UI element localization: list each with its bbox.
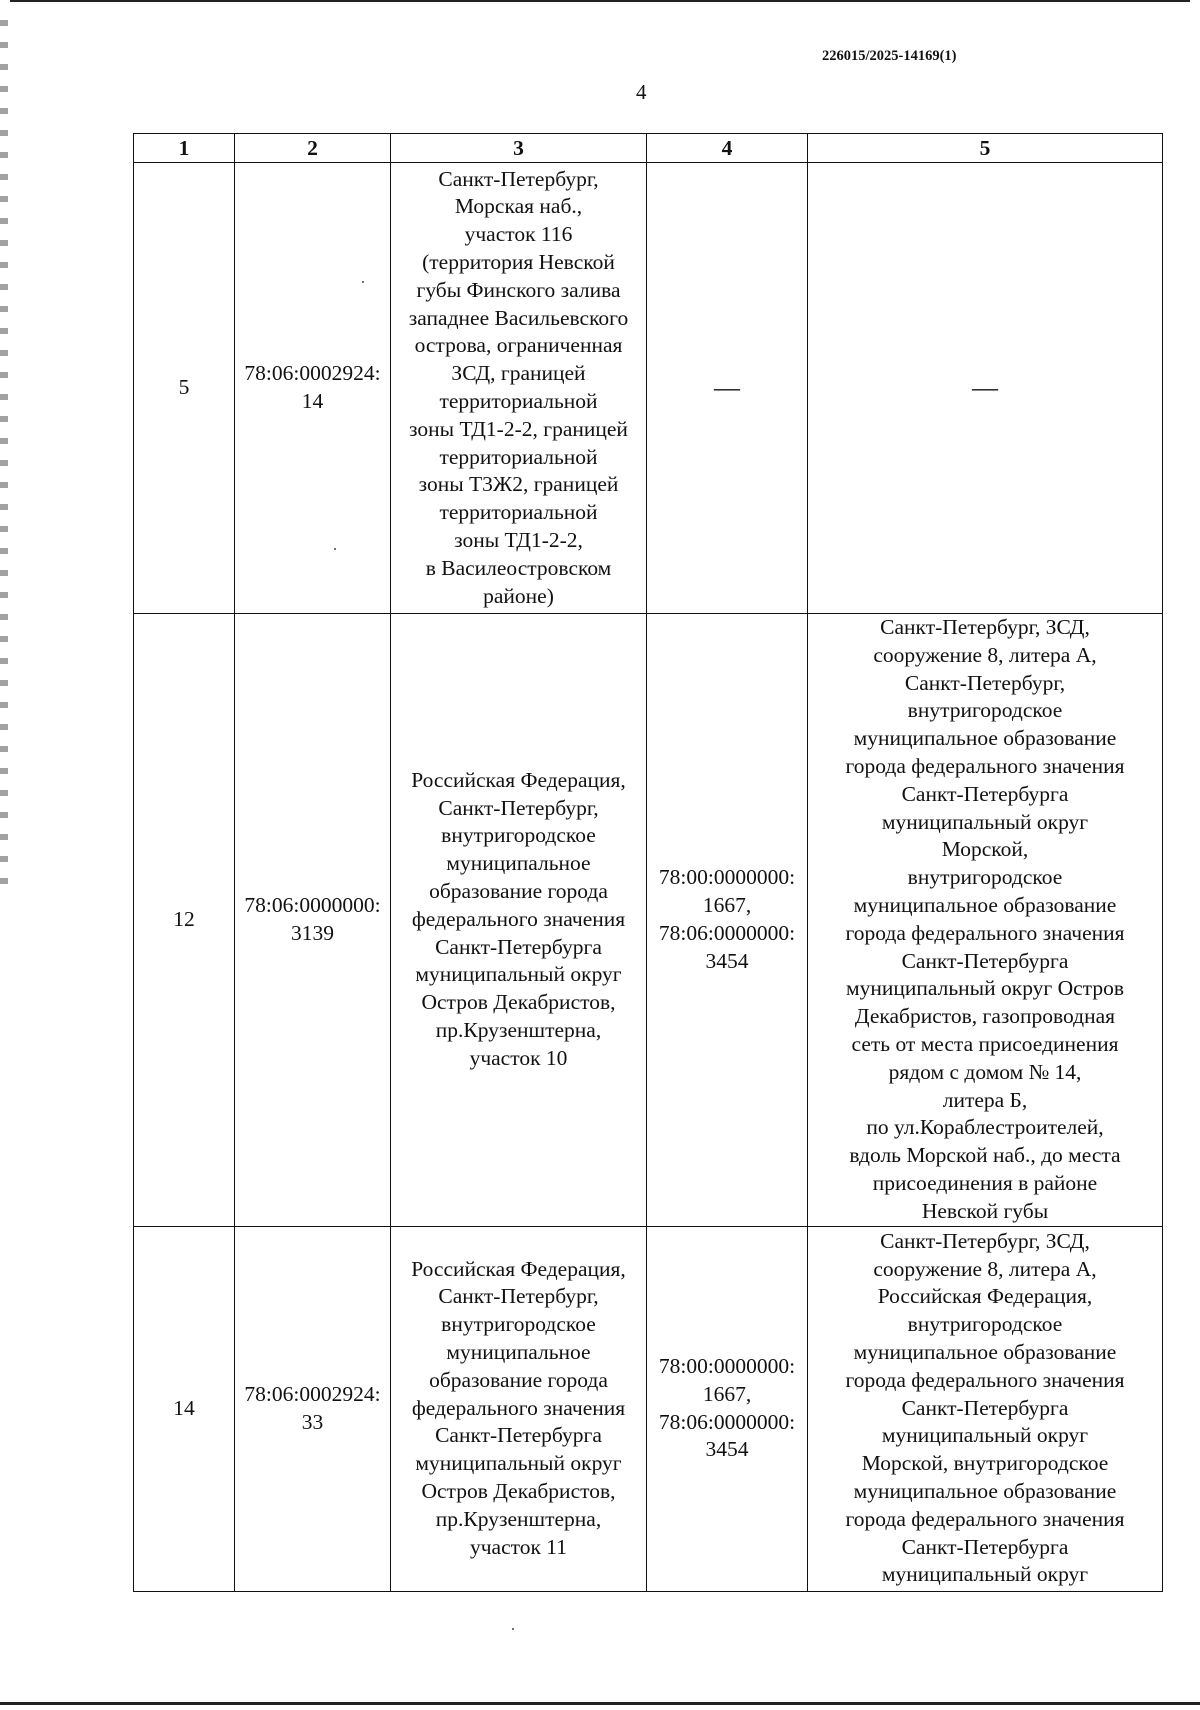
linked-objects-cell: 78:00:0000000: 1667, 78:06:0000000: 3454	[647, 614, 808, 1227]
scan-speck	[362, 281, 364, 283]
description-cell: Санкт-Петербург, ЗСД, сооружение 8, литера А, Российская Федерация, внутригородское муниципальное образование города федерального значения Санкт-Петербурга муниципальный округ Морской, внутригородское муниципальное образование города федерального значения Санкт-Петербурга муниципальный округ	[808, 1226, 1163, 1591]
table-row	[134, 614, 1163, 1227]
column-header: 1	[134, 134, 235, 163]
column-header: 5	[808, 134, 1163, 163]
description-cell: —	[808, 163, 1163, 614]
cadastral-number-cell: 78:06:0002924: 14	[235, 163, 391, 614]
column-header: 3	[391, 134, 647, 163]
address-cell: Санкт-Петербург, Морская наб., участок 116 (территория Невской губы Финского залива западнее Васильевского острова, ограниченная ЗСД, границей территориальной зоны ТД1-2-2, границей территориальной зоны Т3Ж2, границей территориальной зоны ТД1-2-2, в Василеостровском районе)	[391, 163, 647, 614]
table-row	[134, 1226, 1163, 1591]
row-number-cell: 14	[134, 1226, 235, 1591]
row-number-cell: 12	[134, 614, 235, 1227]
description-cell: Санкт-Петербург, ЗСД, сооружение 8, литера А, Санкт-Петербург, внутригородское муниципальное образование города федерального значения Санкт-Петербурга муниципальный округ Морской, внутригородское муниципальное образование города федерального значения Санкт-Петербурга муниципальный округ Остров Декабристов, газопроводная сеть от места присоединения рядом с домом № 14, литера Б, по ул.Кораблестроителей, вдоль Морской наб., до места присоединения в районе Невской губы	[808, 614, 1163, 1227]
bottom-scan-line	[0, 1702, 1200, 1705]
page-number: 4	[636, 80, 647, 104]
row-number-cell: 5	[134, 163, 235, 614]
address-cell: Российская Федерация, Санкт-Петербург, внутригородское муниципальное образование города федерального значения Санкт-Петербурга муниципальный округ Остров Декабристов, пр.Крузенштерна, участок 11	[391, 1226, 647, 1591]
address-cell: Российская Федерация, Санкт-Петербург, внутригородское муниципальное образование города федерального значения Санкт-Петербурга муниципальный округ Остров Декабристов, пр.Крузенштерна, участок 10	[391, 614, 647, 1227]
scan-speck	[334, 548, 336, 550]
left-scan-marks	[0, 20, 8, 900]
scan-speck	[512, 1628, 514, 1630]
column-header: 2	[235, 134, 391, 163]
cadastral-number-cell: 78:06:0002924: 33	[235, 1226, 391, 1591]
linked-objects-cell: 78:00:0000000: 1667, 78:06:0000000: 3454	[647, 1226, 808, 1591]
column-header: 4	[647, 134, 808, 163]
cadastral-number-cell: 78:06:0000000: 3139	[235, 614, 391, 1227]
linked-objects-cell: —	[647, 163, 808, 614]
top-scan-line	[10, 0, 1190, 2]
document-id: 226015/2025-14169(1)	[822, 48, 957, 64]
table-header-row	[134, 134, 1163, 163]
table-row	[134, 163, 1163, 614]
data-table	[133, 133, 1163, 1592]
